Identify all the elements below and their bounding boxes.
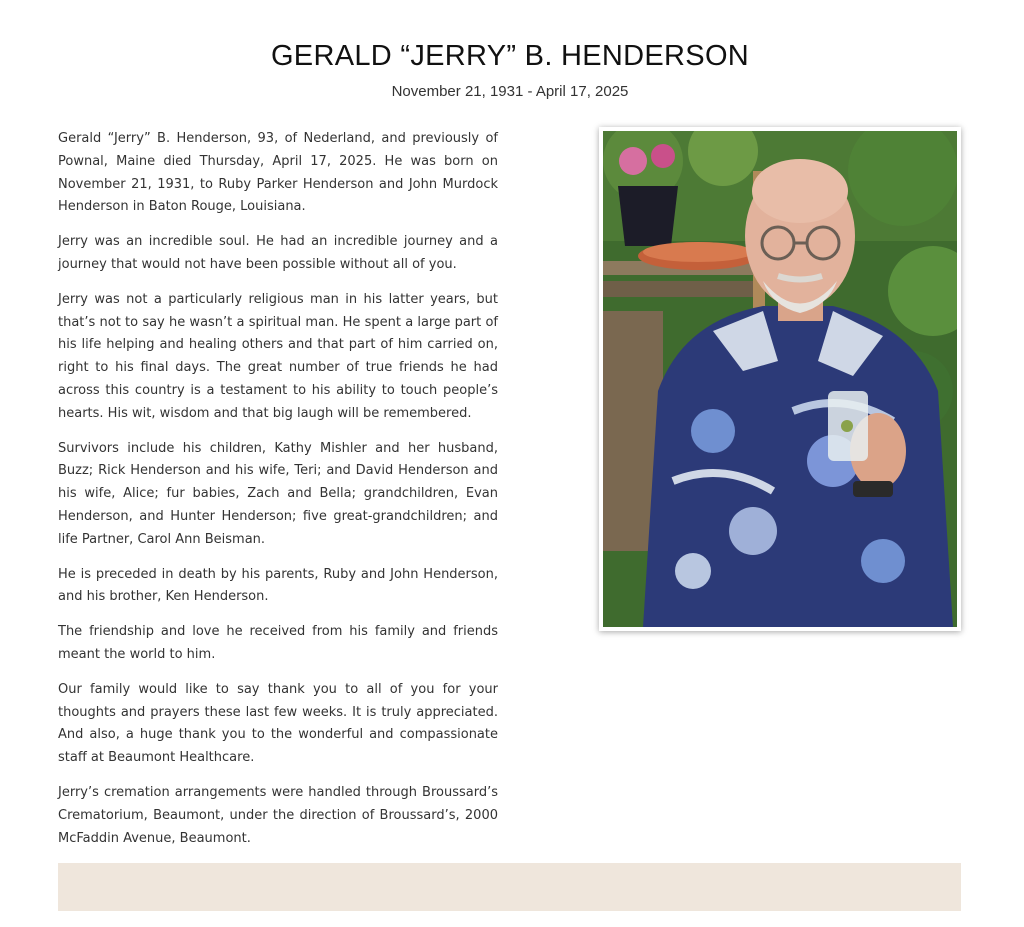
footer-band xyxy=(58,863,961,911)
obituary-paragraph: He is preceded in death by his parents, Ruby and John Henderson, and his brother, Ken Henderson. xyxy=(58,566,498,605)
portrait-photo xyxy=(603,131,957,627)
obituary-name-heading: GERALD “JERRY” B. HENDERSON xyxy=(270,40,750,72)
obituary-paragraph: Survivors include his children, Kathy Mishler and her husband, Buzz; Rick Henderson and his wife, Teri; and David Henderson and his wife, Alice; fur babies, Zach and Bella; grandchildren, Evan Henderson, and Hunter Henderson; five great-grandchildren; and life Partner, Carol Ann Beisman. xyxy=(58,440,498,547)
obituary-paragraph: Gerald “Jerry” B. Henderson, 93, of Nederland, and previously of Pownal, Maine died Thursday, April 17, 2025. He was born on November 21, 1931, to Ruby Parker Henderson and John Murdock Henderson in Baton Rouge, Louisiana. xyxy=(58,131,498,215)
obituary-paragraph: Our family would like to say thank you to all of you for your thoughts and prayers these last few weeks. It is truly appreciated. And also, a huge thank you to the wonderful and compassionate staff at Beaumont Healthcare. xyxy=(58,681,498,766)
life-dates: November 21, 1931 - April 17, 2025 xyxy=(391,83,629,100)
obituary-paragraph: Jerry was not a particularly religious man in his latter years, but that’s not to say he wasn’t a spiritual man. He spent a large part of his life helping and healing others and that part of him carried on, right to his final days. The great number of true friends he had across this country is a testament to his ability to touch people’s hearts. His wit, wisdom and that big laugh will be remembered. xyxy=(58,291,498,421)
obituary-text xyxy=(58,128,498,862)
obituary-paragraph: Jerry’s cremation arrangements were handled through Broussard’s Crematorium, Beaumont, under the direction of Broussard’s, 2000 McFaddin Avenue, Beaumont. xyxy=(58,784,498,846)
portrait-photo-frame xyxy=(599,127,961,631)
obituary-paragraph: The friendship and love he received from his family and friends meant the world to him. xyxy=(58,624,498,662)
obituary-paragraph: Jerry was an incredible soul. He had an incredible journey and a journey that would not have been possible without all of you. xyxy=(58,234,498,272)
